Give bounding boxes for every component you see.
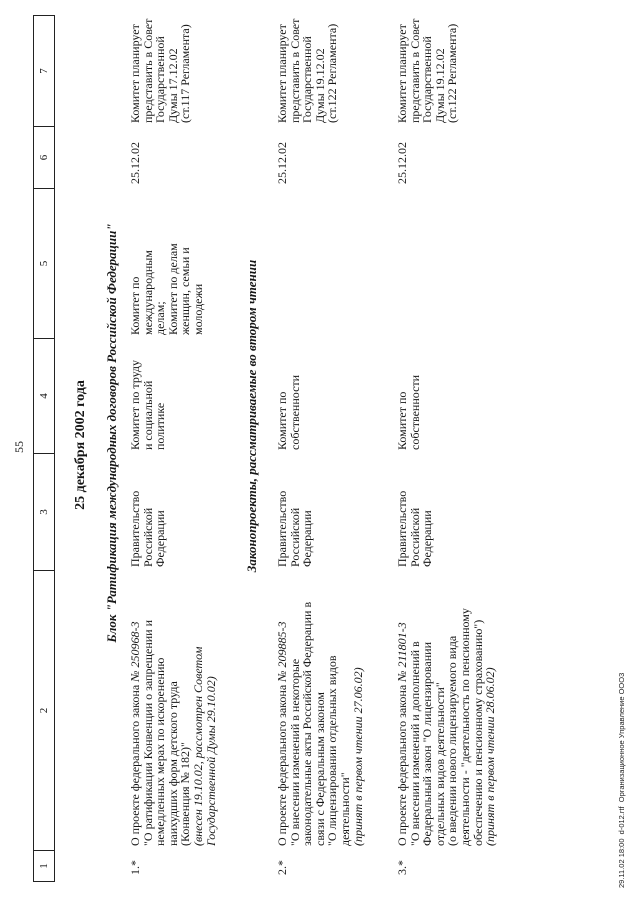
bill-description: [396, 608, 497, 846]
bill-description: [129, 620, 217, 846]
initiator-line: Российской: [140, 507, 155, 567]
initiator-line: Российской: [407, 507, 422, 567]
bill-intro: О проекте федерального закона: [275, 684, 289, 846]
review-date: 25.12.02: [275, 142, 289, 184]
plan-line: (ст.117 Регламента): [178, 24, 193, 123]
plan-line: Государственной: [300, 36, 315, 123]
plan-line: Думы 19.12.02: [432, 48, 447, 123]
bill-title-line: (Конвенция № 182)": [178, 742, 193, 846]
plan-line: Комитет планирует: [128, 24, 142, 123]
committee-plan: [396, 19, 459, 123]
bill-title-line: связи с Федеральным законом: [312, 692, 327, 846]
committee-line: Комитет по труду: [128, 359, 142, 450]
header-col-5: 5: [34, 189, 54, 339]
plan-line: Комитет планирует: [275, 24, 289, 123]
page-number: 55: [12, 441, 26, 453]
bill-title-line: "О внесении изменений в некоторые: [287, 658, 302, 846]
bill-intro: О проекте федерального закона: [128, 684, 142, 846]
committee-plan: [276, 19, 339, 123]
bill-intro: О проекте федерального закона: [395, 684, 409, 846]
bill-title-line: законодательные акты Российской Федерации в: [300, 601, 315, 846]
bill-title-line: обеспечению и пенсионному страхованию"): [470, 619, 485, 846]
bill-title-line: деятельности - "деятельность по пенсионному: [457, 608, 472, 846]
bill-title-line: "О лицензировании отдельных видов: [325, 655, 340, 846]
initiator-line: Федерации: [300, 510, 315, 567]
co-committee-line: делам;: [153, 301, 168, 335]
bill-number: № 250968-3: [128, 621, 142, 682]
bill-title-line: (о введении нового лицензируемого вида: [445, 635, 460, 846]
bill-number: № 209885-3: [275, 621, 289, 682]
plan-line: (ст.122 Регламента): [325, 23, 340, 123]
item-number: 3.*: [395, 860, 409, 875]
plan-line: Думы 19.12.02: [312, 48, 327, 123]
lead-committee: [276, 375, 301, 450]
committee-line: политике: [153, 402, 168, 450]
initiator-line: Правительство: [128, 490, 142, 567]
bill-number: № 211801-3: [395, 622, 409, 682]
header-col-1: 1: [38, 863, 50, 869]
bill-title-line: "О ратификации Конвенции о запрещении и: [140, 619, 155, 846]
header-col-3: 3: [34, 454, 54, 571]
committee-line: собственности: [287, 374, 302, 450]
item-number: 1.*: [128, 860, 142, 875]
initiator: [129, 491, 167, 567]
plan-line: представить в Совет: [140, 18, 155, 123]
header-col-2: 2: [34, 571, 54, 851]
date-heading: 25 декабря 2002 года: [73, 380, 88, 510]
bill-heading-line: [276, 602, 289, 846]
initiator: [276, 491, 314, 567]
plan-line: представить в Совет: [407, 18, 422, 123]
initiator-line: Российской: [287, 507, 302, 567]
table-header: [33, 15, 55, 882]
bill-title-line: "О внесении изменений и дополнений в: [407, 641, 422, 846]
plan-line: Государственной: [153, 36, 168, 123]
bill-title-line: Федеральный закон "О лицензировании: [420, 642, 435, 846]
committee-line: Комитет по: [395, 391, 409, 450]
plan-line: Думы 17.12.02: [165, 48, 180, 123]
committee-line: собственности: [407, 374, 422, 450]
bill-note-line: (принят в первом чтении 27.06.02): [350, 667, 365, 846]
header-col-7: 7: [34, 16, 54, 127]
block-heading: Блок "Ратификация международных договоров Российской Федерации": [104, 223, 119, 643]
plan-line: Государственной: [420, 36, 435, 123]
initiator-line: Федерации: [153, 510, 168, 567]
bill-heading-line: [129, 620, 142, 846]
co-committees: [129, 243, 205, 335]
bill-description: [276, 602, 364, 846]
plan-line: (ст.122 Регламента): [445, 23, 460, 123]
bill-note-line: (внесен 19.10.02, рассмотрен Советом: [190, 646, 205, 846]
header-col-6: 6: [34, 127, 54, 189]
committee-line: Комитет по: [275, 391, 289, 450]
co-committee-line: Комитет по делам: [165, 243, 180, 335]
bill-title-line: немедленных мерах по искоренению: [153, 657, 168, 846]
co-committee-line: женщин, семьи и: [178, 247, 193, 335]
section-heading: Законопроекты, рассматриваемые во втором чтении: [244, 259, 259, 573]
bill-title-line: наихудших форм детского труда: [165, 681, 180, 846]
plan-line: представить в Совет: [287, 18, 302, 123]
header-col-4: 4: [34, 339, 54, 454]
bill-title-line: отдельных видов деятельности": [432, 682, 447, 846]
co-committee-line: молодежи: [190, 283, 205, 335]
co-committee-line: международным: [140, 250, 155, 335]
bill-note-line: (принят в первом чтении 28.06.02): [483, 667, 498, 846]
bill-heading-line: [396, 608, 409, 846]
lead-committee: [396, 375, 421, 450]
initiator-line: Правительство: [395, 490, 409, 567]
bill-title-line: деятельности": [337, 772, 352, 846]
item-number: 2.*: [275, 860, 289, 875]
committee-line: и социальной: [140, 380, 155, 450]
review-date: 25.12.02: [128, 142, 142, 184]
initiator-line: Федерации: [420, 510, 435, 567]
review-date: 25.12.02: [395, 142, 409, 184]
bill-note-line: Государственной Думы 29.10.02): [203, 676, 218, 846]
lead-committee: [129, 360, 167, 450]
committee-plan: [129, 19, 192, 123]
initiator: [396, 491, 434, 567]
initiator-line: Правительство: [275, 490, 289, 567]
footer-info: 29.11.02 18:00 d-012.rtf Организационное Управление ООО3: [617, 672, 626, 888]
co-committee-line: Комитет по: [128, 276, 142, 335]
plan-line: Комитет планирует: [395, 24, 409, 123]
